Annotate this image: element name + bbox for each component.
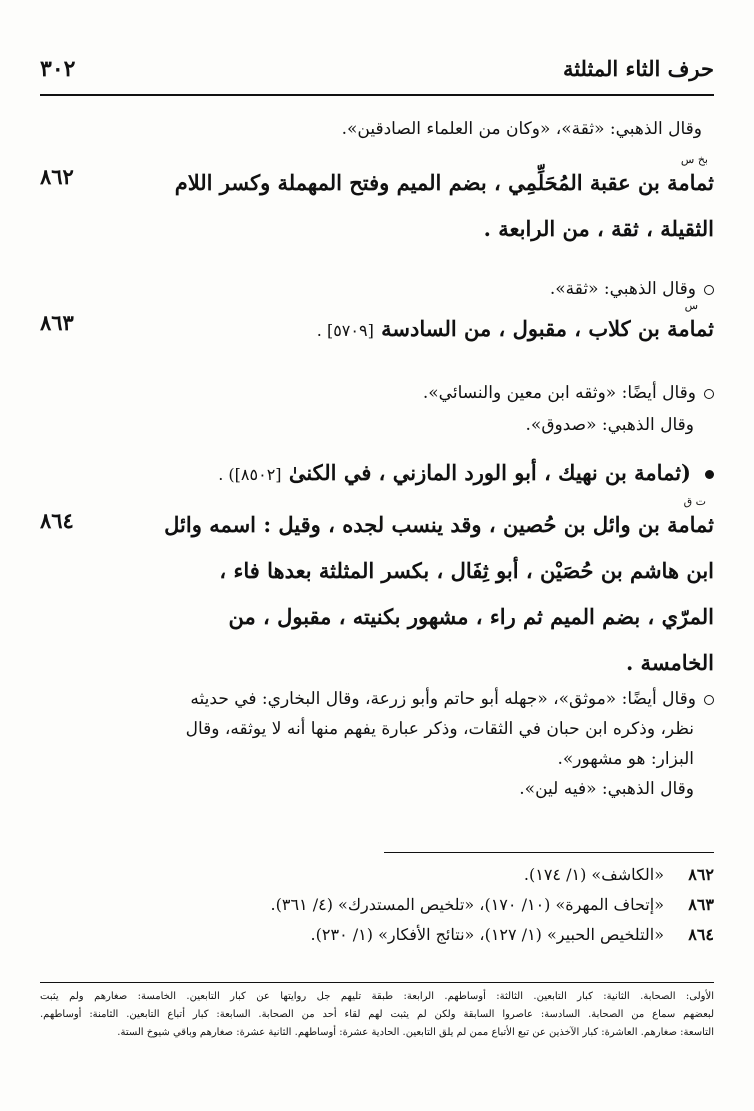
- entry-codes: بخ س: [680, 153, 708, 166]
- entry-862: بخ س ٨٦٢ ثمامة بن عقبة المُحَلِّمِي ، بضم الميم وفتح المهملة وكسر اللام الثقيلة ، ثقة ، من الرابعة .: [40, 153, 714, 241]
- entry-codes: س: [684, 299, 698, 312]
- circle-marker-icon: [704, 695, 714, 705]
- entry-codes: ت ق: [683, 495, 706, 508]
- chapter-title: حرف الثاء المثلثة: [562, 56, 714, 81]
- circle-marker-icon: [704, 389, 714, 399]
- book-page: [40, 20, 714, 1091]
- entry-number: ٨٦٢: [40, 164, 74, 189]
- cross-reference: [٨٥٠٢]) .: [218, 465, 282, 484]
- cross-reference: [٥٧٠٩] .: [316, 321, 374, 340]
- page-header: [40, 56, 714, 96]
- footnote-divider: [384, 852, 714, 853]
- legend-divider: [40, 982, 714, 983]
- tabaqat-legend: الأولى: الصحابة. الثانية: كبار التابعين. الثالثة: أوساطهم. الرابعة: طبقة تليهم جل روايتها عن كبار التابعين. الخامسة: صغارهم ولم يثبت لبعضهم سماع من الصحابة. السادسة: عاصروا السابقة ولكن لم يثبت لهم لقاء أحد من الصحابة. السابعة: كبار أتباع التابعين. الثامنة: أوساطهم. التاسعة: صغارهم. العاشرة: كبار الآخذين عن تبع الأتباع ممن لم يلق التابعين. الحادية عشرة: أوساطهم. الثانية عشرة: صغارهم وباقي شيوخ الستة.: [40, 991, 714, 1038]
- entry-number: ٨٦٣: [40, 310, 74, 335]
- entry-863: س ٨٦٣ ثمامة بن كلاب ، مقبول ، من السادسة [٥٧٠٩] .: [40, 299, 714, 341]
- intro-note: وقال الذهبي: «ثقة»، «وكان من العلماء الصادقين».: [341, 119, 702, 139]
- entry-864: ت ق ٨٦٤ ثمامة بن وائل بن حُصين ، وقد ينسب لجده ، وقيل : اسمه وائل ابن هاشم بن حُصَيْن ، أبو ثِفَال ، بكسر المثلثة بعدها فاء ، المرّي ، بضم الميم ثم راء ، مشهور بكنيته ، مقبول ، من الخامسة .: [40, 495, 714, 675]
- note-863: وقال أيضًا: «وثقه ابن معين والنسائي». وقال الذهبي: «صدوق».: [40, 378, 714, 440]
- kunya-entry: (ثمامة بن نهيك ، أبو الورد المازني ، في الكنىٰ [٨٥٠٢]) .: [40, 450, 714, 498]
- footnote-item: ٨٦٣«إتحاف المهرة» (١٠/ ١٧٠)، «تلخيص المستدرك» (٤/ ٣٦١).: [270, 895, 714, 914]
- note-862: وقال الذهبي: «ثقة».: [40, 274, 714, 304]
- footnote-item: ٨٦٢«الكاشف» (١/ ١٧٤).: [523, 865, 714, 884]
- circle-marker-icon: [704, 285, 714, 295]
- bullet-icon: [705, 470, 714, 479]
- note-864: وقال أيضًا: «موثق»، «جهله أبو حاتم وأبو زرعة، وقال البخاري: في حديثه نظر، وذكره ابن حبان في الثقات، وذكر عبارة يفهم منها أنه لا يوثقه، وقال البزار: هو مشهور». وقال الذهبي: «فيه لين».: [40, 684, 714, 804]
- entry-number: ٨٦٤: [40, 508, 74, 533]
- footnotes: [40, 860, 714, 950]
- page-number: ٣٠٢: [40, 56, 76, 82]
- footnote-item: ٨٦٤«التلخيص الحبير» (١/ ١٢٧)، «نتائج الأفكار» (١/ ٢٣٠).: [310, 925, 714, 944]
